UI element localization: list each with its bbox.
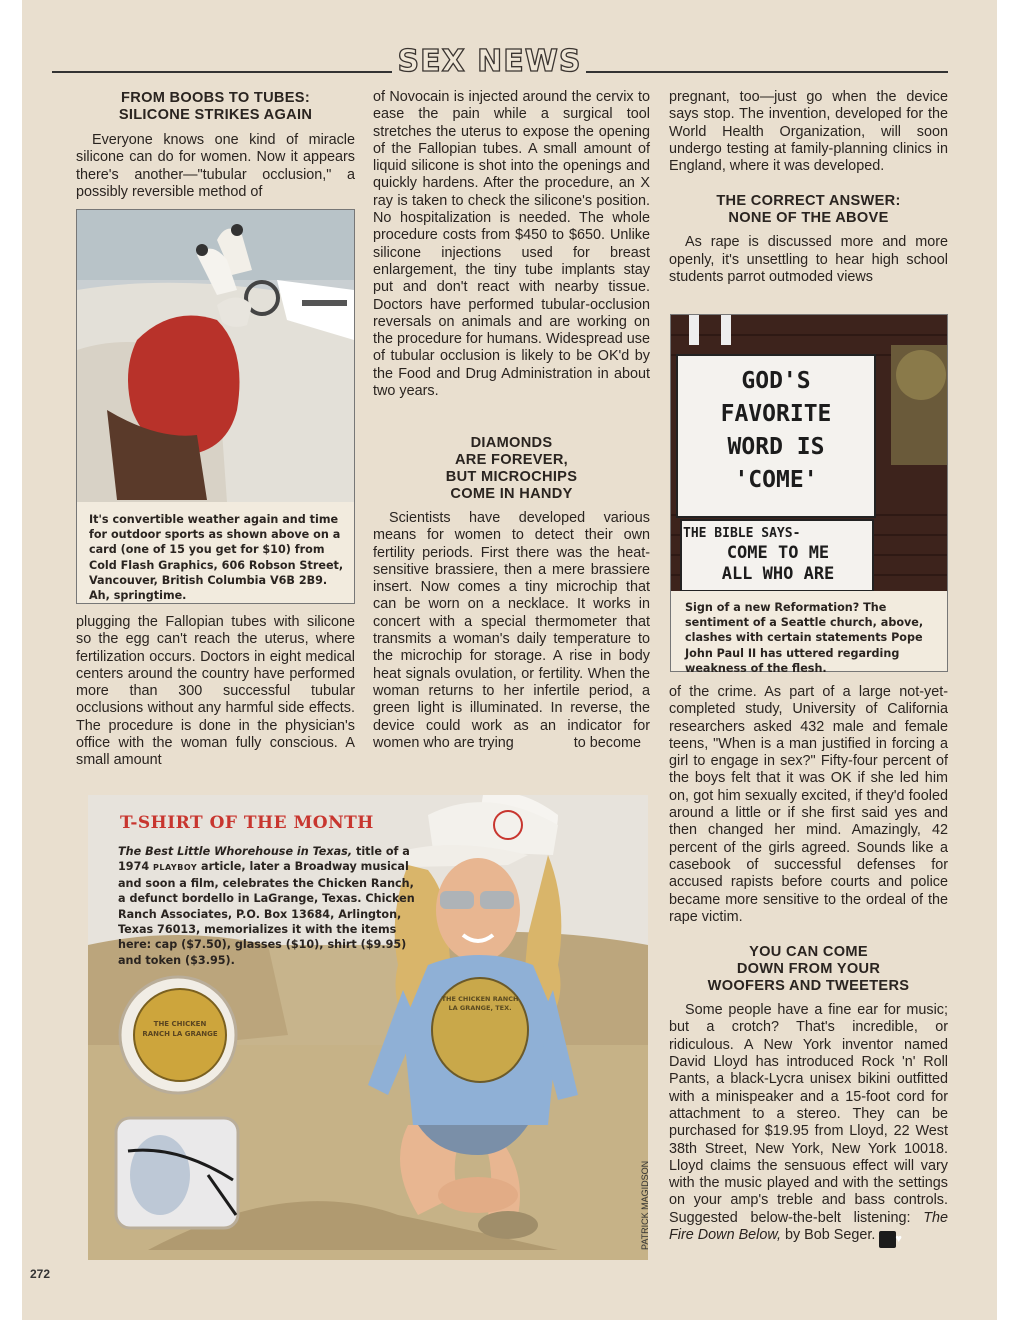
headline-woofers-2: DOWN FROM YOUR xyxy=(736,961,881,978)
woofers-song-artist: by Bob Seger. xyxy=(780,1227,876,1244)
church-sign-caption: Sign of a new Reformation? The sentiment of a Seattle church, above, clashes with certain statements Pope John Paul II has uttered regarding weakness of the flesh. xyxy=(685,601,924,675)
headline-rape-1: THE CORRECT ANSWER: xyxy=(716,193,901,210)
shirt-print-text: THE CHICKEN RANCH LA GRANGE, TEX. xyxy=(441,995,519,1012)
sign-line-4: 'COME' xyxy=(734,467,818,493)
headline-silicone-2: SILICONE STRIKES AGAIN xyxy=(118,107,313,123)
playboy-bunny-icon: ♥ xyxy=(879,1231,896,1248)
article-rape-body xyxy=(669,684,948,1248)
tshirt-caption-brand: PLAYBOY xyxy=(153,863,198,873)
section-title: SEX NEWS xyxy=(397,44,582,79)
sign2-line-1: THE BIBLE SAYS- xyxy=(683,526,801,541)
tshirt-caption-book-title: The Best Little Whorehouse in Texas, xyxy=(118,845,353,858)
headline-microchips-1: DIAMONDS xyxy=(470,435,553,451)
sign2-line-2: COME TO ME xyxy=(726,543,830,563)
convertible-caption: It's convertible weather again and time for outdoor sports as shown above on a card (one of 15 you get for $10) from Cold Flash Graphics, 606 Robson Street, Vancouver, British Columbia V6B 2B9. Ah, springtime. xyxy=(89,513,344,603)
article-silicone-body xyxy=(76,614,355,770)
headline-woofers-3: WOOFERS AND TWEETERS xyxy=(707,978,910,995)
masthead xyxy=(52,44,948,80)
silicone-para-1: Everyone knows one kind of miracle silicone can do for women. Now it appears there's another—"tubular occlusion," a possibly reversible method of xyxy=(76,132,355,200)
headline-microchips-2: ARE FOREVER, xyxy=(454,452,569,468)
woofers-song-title: The Fire Down Below, xyxy=(669,1209,949,1244)
rape-para-2: of the crime. As part of a large not-yet-completed study, University of California researchers asked 432 male and female teens, "When is a man justified in forcing a girl to engage in sex?" Fifty-four percent of the boys felt that it was OK if she led him on, got him sexually excited, if they'd fooled around a little or if she first said yes and then changed her mind. Amazingly, 42 percent of the girls agreed. Sounds like a casebook of successful defenses for accused rapists before courts and police became more sensitive to the ordeal of the rape victim. xyxy=(669,684,948,925)
rape-para-1: As rape is discussed more and more openly, it's unsettling to hear high school students parrot outmoded views xyxy=(669,234,948,286)
photo-convertible-box xyxy=(76,209,355,604)
article-silicone-continued xyxy=(373,89,650,400)
headline-microchips-4: COME IN HANDY xyxy=(450,486,573,502)
microchips-para-1 xyxy=(373,510,650,752)
token-print-text: THE CHICKEN RANCH LA GRANGE xyxy=(142,1020,218,1038)
microchips-para-2: pregnant, too—just go when the device says stop. The invention, developed for the World Health Organization, will soon undergo testing at family-planning clinics in England, where it was developed. xyxy=(669,89,948,175)
headline-silicone-1: FROM BOOBS TO TUBES: xyxy=(121,90,310,106)
microchips-para-1-end: to become xyxy=(573,734,641,751)
church-sign2-text xyxy=(683,525,873,585)
masthead-rule-left xyxy=(52,71,392,73)
photo-credit: PATRICK MAGIDSON xyxy=(640,1160,650,1250)
microchips-para-1-text: Scientists have developed various means for women to detect their own fertility periods. First there was the heat-sensitive brassiere, then a mere brassiere insert. Now comes a tiny microchip that can be worn on a necklace. It works in concert with a special thermometer that transmits a woman's daily temperature to the microchip for storage. A rise in body heat signals ovulation, or fertility. When the woman returns to her infertile period, a green light is illuminated. In reverse, the device could work as an indicator for women who are trying xyxy=(373,510,650,751)
tshirt-photo xyxy=(88,795,648,1260)
woofers-para-1 xyxy=(669,1002,948,1248)
sign-line-1: GOD'S xyxy=(741,368,811,394)
headline-rape-2: NONE OF THE ABOVE xyxy=(728,210,889,227)
silicone-para-2: plugging the Fallopian tubes with silicone so the egg can't reach the uterus, where fertilization occurs. Doctors in eight medical centers around the country have performed more than 300 successful tubular occlusions without any harmful side effects. The procedure is done in the physician's office with the woman fully conscious. A small amount xyxy=(76,614,355,769)
sign-line-3: WORD IS xyxy=(727,434,825,460)
article-microchips-continued xyxy=(669,89,948,286)
church-sign-photo xyxy=(671,315,947,591)
tshirt-caption-b: article, later a Broadway musical and soon a film, celebrates the Chicken Ranch, a defunct bordello in LaGrange, Texas. Chicken Ranch Associates, P.O. Box 13684, Arlington, Texas 76013, memorializes it with the items here: cap ($7.50), glasses ($10), shirt ($9.95) and token ($3.95). xyxy=(118,860,415,967)
masthead-rule-right xyxy=(586,71,948,73)
woofers-para-text: Some people have a fine ear for music; but a crotch? That's incredible, or ridiculous. A New York inventor named David Lloyd has introduced Rock 'n' Roll Pants, a black-Lycra unisex bikini outfitted with a minispeaker and a 15-foot cord for attachment to a stereo. They can be purchased for $19.95 from Lloyd, 22 West 38th Street, New York, New York 10018. Lloyd claims the sensuous effect will vary with the music played and with the settings on your amp's treble and bass controls. Suggested below-the-belt listening: xyxy=(669,1002,948,1226)
church-sign-text xyxy=(677,365,875,497)
silicone-para-3: of Novocain is injected around the cervix to ease the pain while a surgical tool stretches the uterus to expose the opening of the Fallopian tubes. A small amount of liquid silicone is shot into the openings and quickly hardens. After the procedure, an X ray is taken to check the silicone's position. No hospitalization is needed. The whole procedure costs from $450 to $650. Unlike silicone injections used for breast enlargement, the tiny tube implants stay put and don't react with nearby tissue. Doctors have performed tubular-occlusion reversals on animals and are working on the procedure for humans. Widespread use of tubular occlusion is likely to be OK'd by the Food and Drug Administration in about two years. xyxy=(373,89,650,400)
article-silicone-intro xyxy=(76,90,355,201)
sign2-line-3: ALL WHO ARE xyxy=(721,564,835,584)
tshirt-title: T-SHIRT OF THE MONTH xyxy=(120,813,374,833)
tshirt-caption-a: title of a 1974 xyxy=(118,845,410,874)
tshirt-caption xyxy=(118,844,418,968)
headline-microchips-3: BUT MICROCHIPS xyxy=(445,469,578,485)
sign-line-2: FAVORITE xyxy=(720,401,832,427)
headline-woofers-1: YOU CAN COME xyxy=(749,944,868,961)
article-microchips xyxy=(373,435,650,752)
convertible-photo xyxy=(77,210,354,502)
page-number: 272 xyxy=(30,1267,51,1281)
photo-church-sign-box xyxy=(670,314,948,675)
